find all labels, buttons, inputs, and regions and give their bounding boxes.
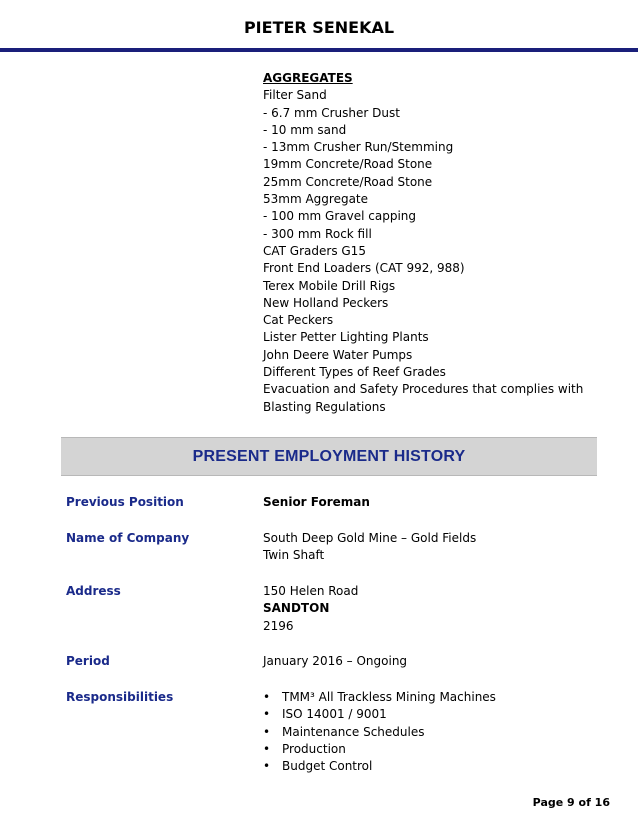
page-number: Page 9 of 16 <box>532 796 610 809</box>
list-item: • TMM³ All Trackless Mining Machines <box>263 689 496 706</box>
company-site: Twin Shaft <box>263 548 325 563</box>
address-value <box>263 583 358 635</box>
position-value: Senior Foreman <box>263 495 370 509</box>
skills-heading: AGGREGATES <box>263 71 353 85</box>
address-city: SANDTON <box>263 601 330 616</box>
skills-list <box>263 70 583 416</box>
list-item: John Deere Water Pumps <box>263 347 413 362</box>
list-item: Cat Peckers <box>263 313 334 328</box>
list-item: - 13mm Crusher Run/Stemming <box>263 140 454 155</box>
list-item: New Holland Peckers <box>263 295 389 310</box>
responsibilities-list <box>263 689 496 775</box>
list-item: Filter Sand <box>263 88 327 103</box>
list-item: Terex Mobile Drill Rigs <box>263 278 396 293</box>
period-value: January 2016 – Ongoing <box>263 654 408 668</box>
list-item: 25mm Concrete/Road Stone <box>263 174 433 189</box>
position-label: Previous Position <box>66 495 184 509</box>
responsibilities-value <box>263 689 496 775</box>
list-item: Lister Petter Lighting Plants <box>263 330 429 345</box>
address-label: Address <box>66 584 121 598</box>
list-item: CAT Graders G15 <box>263 243 366 258</box>
list-item: 19mm Concrete/Road Stone <box>263 157 433 172</box>
header-divider <box>0 48 638 52</box>
list-item: Evacuation and Safety Procedures that complies with <box>263 382 584 397</box>
list-item: - 6.7 mm Crusher Dust <box>263 105 400 120</box>
list-item: Blasting Regulations <box>263 399 386 414</box>
company-label: Name of Company <box>66 531 190 545</box>
section-title: PRESENT EMPLOYMENT HISTORY <box>192 447 466 465</box>
section-heading-band <box>61 437 597 476</box>
company-name: South Deep Gold Mine – Gold Fields <box>263 531 477 545</box>
list-item: Different Types of Reef Grades <box>263 365 446 380</box>
list-item: • Production <box>263 741 496 758</box>
list-item: 53mm Aggregate <box>263 192 369 207</box>
list-item: • Budget Control <box>263 758 496 775</box>
company-value <box>263 530 476 565</box>
list-item: - 10 mm sand <box>263 122 347 137</box>
period-label: Period <box>66 654 110 668</box>
list-item: - 100 mm Gravel capping <box>263 209 417 224</box>
address-postal-code: 2196 <box>263 618 294 633</box>
list-item: Front End Loaders (CAT 992, 988) <box>263 261 465 276</box>
responsibilities-label: Responsibilities <box>66 690 174 704</box>
page-title: PIETER SENEKAL <box>243 18 395 37</box>
list-item: • ISO 14001 / 9001 <box>263 706 496 723</box>
address-street: 150 Helen Road <box>263 584 359 598</box>
list-item: - 300 mm Rock fill <box>263 226 372 241</box>
list-item: • Maintenance Schedules <box>263 724 496 741</box>
